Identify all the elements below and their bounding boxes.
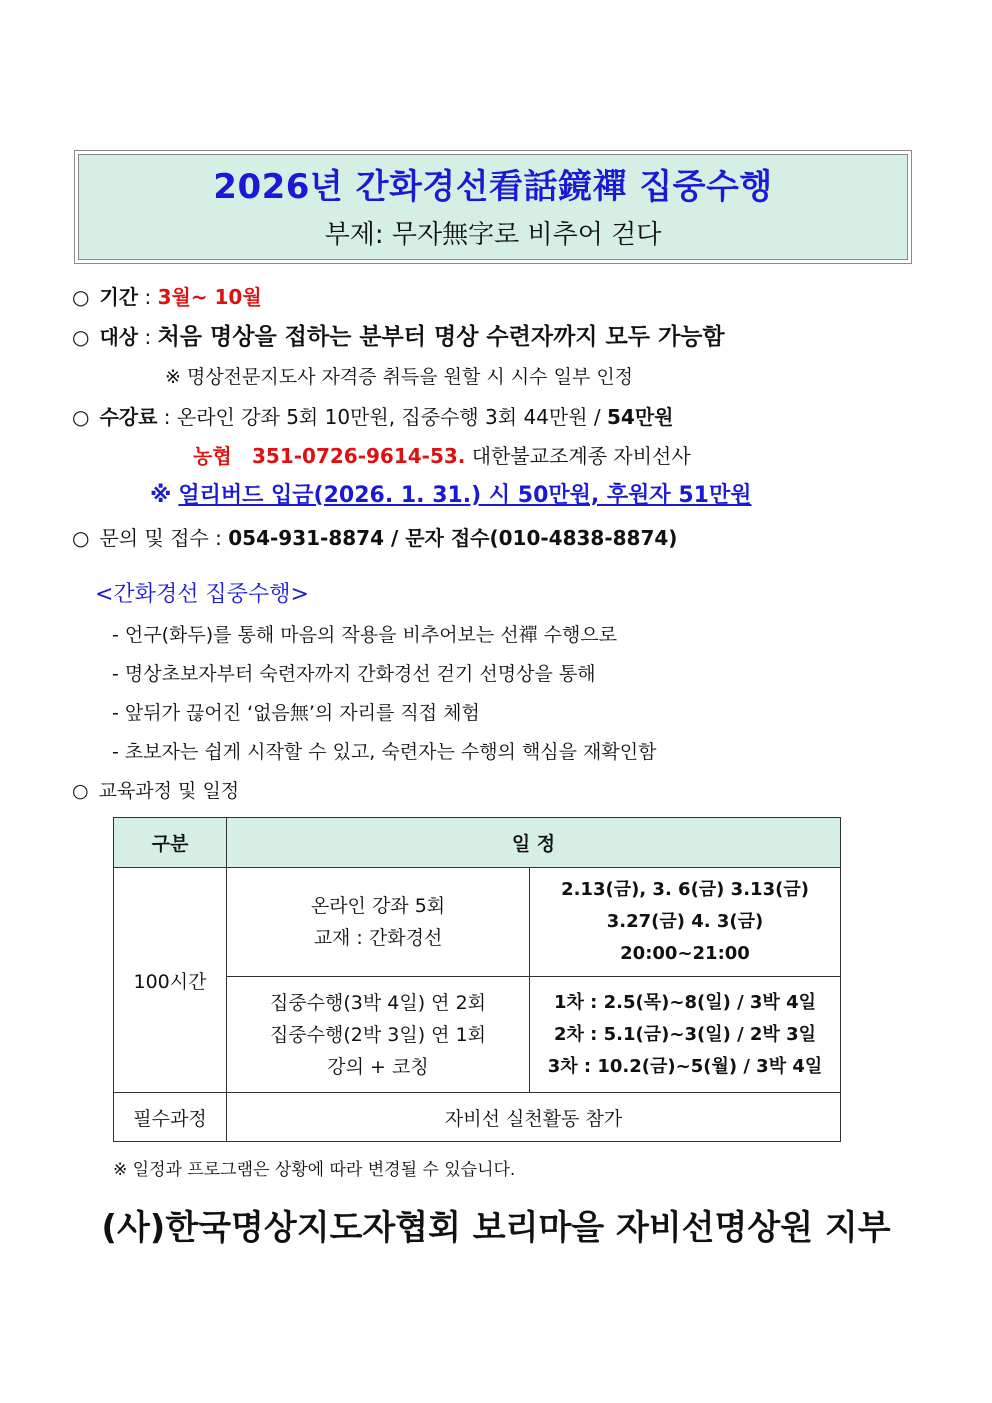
bank-name: 농협 (193, 444, 232, 468)
table-row (114, 1093, 841, 1142)
title-box-inner (78, 154, 908, 260)
contact-label: 문의 및 접수 : (99, 526, 222, 550)
table-head-category: 구분 (114, 818, 227, 868)
bullet-circle-icon: ○ (72, 285, 90, 309)
fee-sep: : (163, 405, 171, 429)
hours-cell: 100시간 (114, 868, 227, 1093)
required-value-cell: 자비선 실천활동 참가 (227, 1093, 841, 1142)
contact-line (72, 522, 677, 551)
early-bird-text: 얼리버드 입금(2026. 1. 31.) 시 50만원, 후원자 51만원 (178, 483, 752, 508)
period-value: 3월~ 10월 (157, 285, 262, 309)
retreat-desc-cell (227, 977, 530, 1093)
table-row (114, 868, 841, 977)
list-item: - 앞뒤가 끊어진 ‘없음無’의 자리를 직접 체험 (112, 702, 480, 724)
retreat-sched-cell (530, 977, 841, 1093)
fee-label: 수강료 (99, 405, 158, 429)
contact-phone: 054-931-8874 / 문자 접수(010-4838-8874) (228, 526, 678, 550)
bullet-circle-icon: ○ (72, 325, 90, 349)
retreat-sched-2: 2차 : 5.1(금)~3(일) / 2박 3일 (553, 1023, 817, 1045)
fee-total: 54만원 (607, 405, 674, 429)
bullet-circle-icon: ○ (72, 405, 90, 429)
online-sched-3: 20:00~21:00 (620, 943, 750, 964)
section-title: <간화경선 집중수행> (95, 582, 309, 607)
schedule-table (113, 817, 841, 1142)
target-value: 처음 명상을 접하는 분부터 명상 수련자까지 모두 가능함 (157, 324, 725, 350)
early-bird-mark: ※ (150, 483, 172, 508)
early-bird-line (150, 478, 751, 509)
retreat-sched-3: 3차 : 10.2(금)~5(월) / 3박 4일 (547, 1055, 823, 1077)
fee-value: 온라인 강좌 5회 10만원, 집중수행 3회 44만원 / (176, 405, 607, 429)
page-subtitle: 부제: 무자無字로 비추어 걷다 (324, 220, 662, 250)
retreat-sched-1: 1차 : 2.5(목)~8(일) / 3박 4일 (553, 991, 817, 1013)
bank-holder: 대한불교조계종 자비선사 (471, 444, 691, 468)
title-box (74, 150, 912, 264)
footer-organization: (사)한국명상지도자협회 보리마을 자비선명상원 지부 (101, 1208, 891, 1248)
table-header-row (114, 818, 841, 868)
online-desc-1: 온라인 강좌 5회 (310, 895, 446, 917)
list-item: - 초보자는 쉽게 시작할 수 있고, 숙련자는 수행의 핵심을 재확인함 (112, 741, 657, 763)
online-sched-1: 2.13(금), 3. 6(금) 3.13(금) (561, 879, 809, 900)
online-desc-cell (227, 868, 530, 977)
target-note: ※ 명상전문지도사 자격증 취득을 원할 시 시수 일부 인정 (165, 366, 634, 388)
list-item: - 명상초보자부터 숙련자까지 간화경선 걷기 선명상을 통해 (112, 663, 596, 685)
online-sched-cell (530, 868, 841, 977)
fee-line (72, 401, 673, 430)
online-desc-2: 교재 : 간화경선 (313, 927, 443, 949)
page-title: 2026년 간화경선看話鏡禪 집중수행 (213, 167, 773, 207)
retreat-desc-2: 집중수행(2박 3일) 연 1회 (269, 1023, 487, 1046)
bank-line (193, 440, 691, 469)
retreat-desc-3: 강의 + 코칭 (327, 1055, 429, 1078)
table-head-schedule: 일 정 (227, 818, 841, 868)
bullet-circle-icon: ○ (72, 526, 90, 550)
period-sep: : (144, 285, 152, 309)
list-item: - 언구(화두)를 통해 마음의 작용을 비추어보는 선禪 수행으로 (112, 624, 618, 646)
target-label: 대상 (99, 325, 139, 349)
retreat-desc-1: 집중수행(3박 4일) 연 2회 (269, 991, 487, 1014)
schedule-note: ※ 일정과 프로그램은 상황에 따라 변경될 수 있습니다. (113, 1160, 516, 1180)
period-line (72, 281, 262, 310)
period-label: 기간 (99, 285, 139, 309)
bank-account: 351-0726-9614-53. (252, 444, 466, 468)
required-label-cell: 필수과정 (114, 1093, 227, 1142)
online-sched-2: 3.27(금) 4. 3(금) (606, 911, 764, 932)
bullet-circle-icon: ○ (72, 780, 89, 802)
course-label: 교육과정 및 일정 (98, 780, 240, 802)
target-sep: : (144, 325, 152, 349)
target-line (72, 318, 725, 351)
course-line (72, 776, 239, 803)
